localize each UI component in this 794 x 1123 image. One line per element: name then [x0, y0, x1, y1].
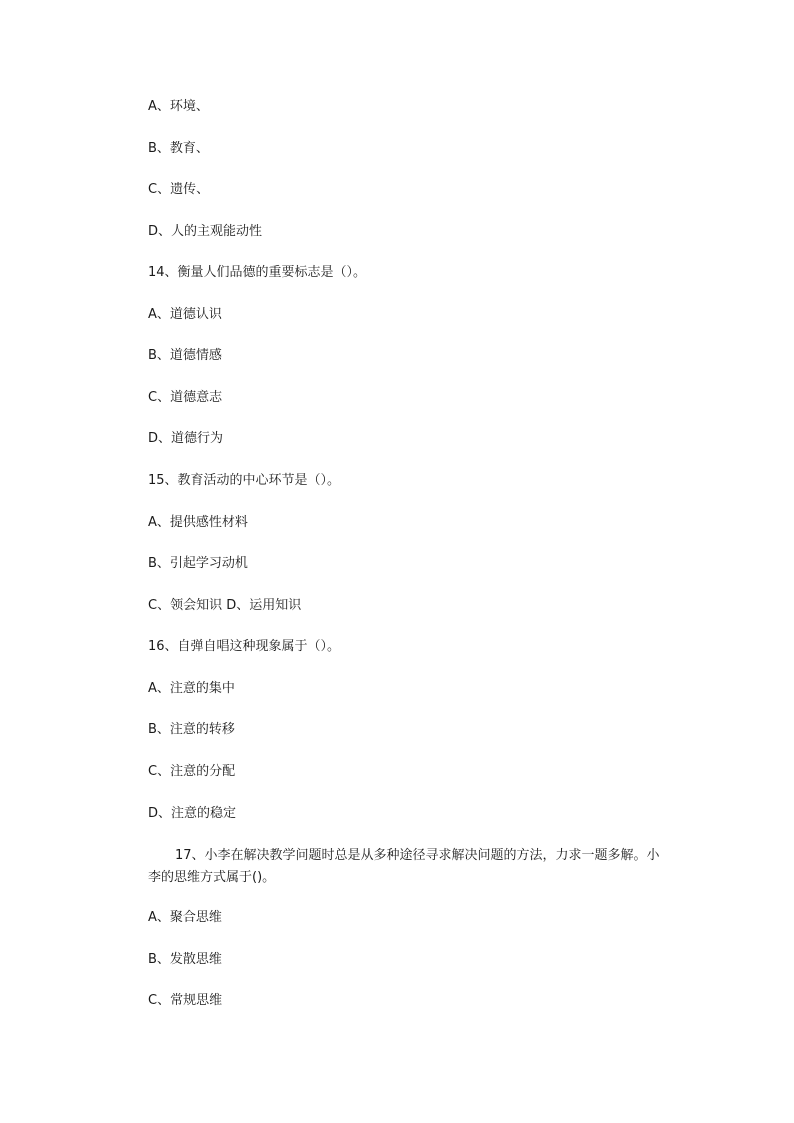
- question-stem: 15、教育活动的中心环节是（）。: [148, 473, 341, 488]
- option-text: B、注意的转移: [148, 722, 235, 737]
- option-text: C、领会知识 D、运用知识: [148, 598, 302, 613]
- option-text: D、人的主观能动性: [148, 224, 263, 239]
- option-text: B、教育、: [148, 141, 209, 156]
- question-stem-line-2: 李的思维方式属于()。: [148, 870, 276, 885]
- option-text: B、发散思维: [148, 952, 222, 967]
- option-text: C、常规思维: [148, 993, 223, 1008]
- question-stem-line-1: 17、小李在解决教学问题时总是从多种途径寻求解决问题的方法，力求一题多解。小: [175, 848, 660, 863]
- question-stem: 16、自弹自唱这种现象属于（）。: [148, 639, 341, 654]
- option-text: A、提供感性材料: [148, 515, 248, 530]
- question-stem: 14、衡量人们品德的重要标志是（）。: [148, 265, 367, 280]
- option-text: C、道德意志: [148, 390, 223, 405]
- option-text: D、注意的稳定: [148, 806, 237, 821]
- option-text: A、聚合思维: [148, 910, 222, 925]
- option-text: D、道德行为: [148, 431, 224, 446]
- option-text: C、注意的分配: [148, 764, 236, 779]
- option-text: B、引起学习动机: [148, 556, 248, 571]
- option-text: C、遗传、: [148, 182, 210, 197]
- option-text: A、注意的集中: [148, 681, 235, 696]
- option-text: B、道德情感: [148, 348, 222, 363]
- option-text: A、环境、: [148, 99, 209, 114]
- option-text: A、道德认识: [148, 307, 222, 322]
